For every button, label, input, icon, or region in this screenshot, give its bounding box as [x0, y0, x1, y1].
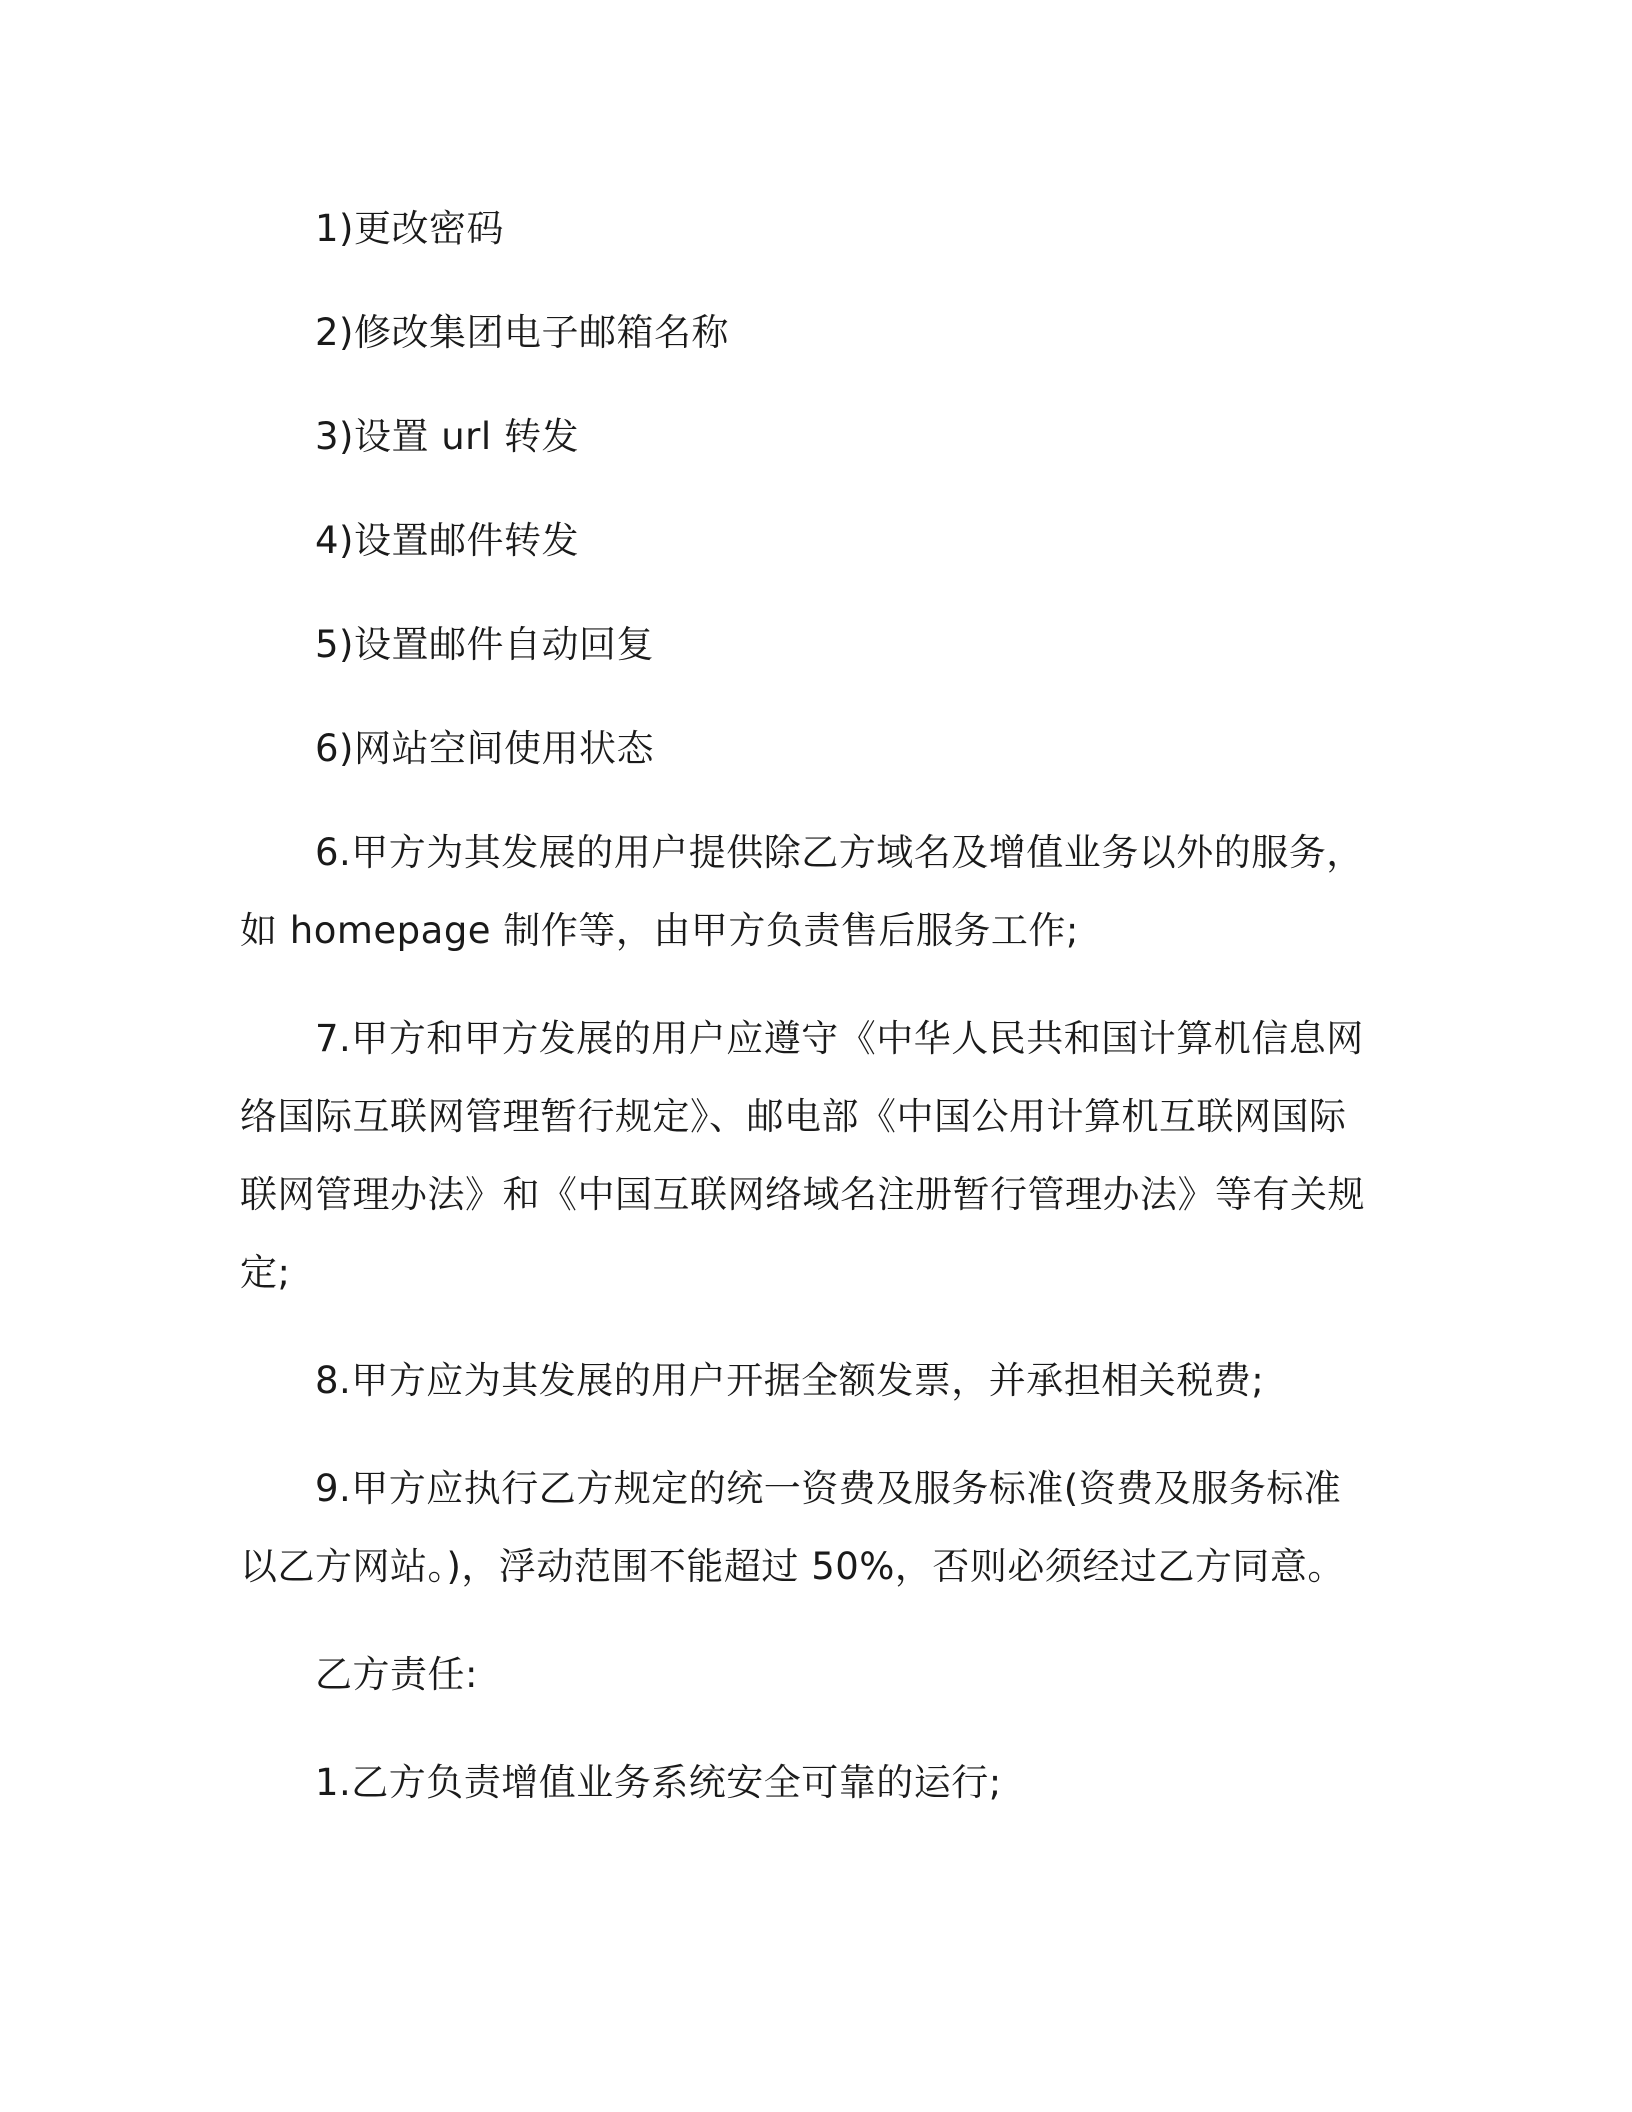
paragraph: 1.乙方负责增值业务系统安全可靠的运行; — [315, 1761, 1002, 1804]
paragraph: 9.甲方应执行乙方规定的统一资费及服务标准(资费及服务标准以乙方网站。)，浮动范围不能超过 50%，否则必须经过乙方同意。 — [240, 1467, 1345, 1588]
paragraph: 7.甲方和甲方发展的用户应遵守《中华人民共和国计算机信息网络国际互联网管理暂行规定》、邮电部《中国公用计算机互联网国际联网管理办法》和《中国互联网络域名注册暂行管理办法》等有关规定; — [240, 1017, 1365, 1294]
list-item: 5)设置邮件自动回复 — [315, 623, 654, 666]
paragraph: 8.甲方应为其发展的用户开据全额发票，并承担相关税费; — [315, 1359, 1265, 1402]
paragraph: 6.甲方为其发展的用户提供除乙方域名及增值业务以外的服务，如 homepage 制作等，由甲方负责售后服务工作; — [240, 831, 1364, 952]
list-item: 3)设置 url 转发 — [315, 415, 579, 458]
list-item: 2)修改集团电子邮箱名称 — [315, 311, 729, 354]
list-item: 1)更改密码 — [315, 207, 504, 250]
document-body — [240, 190, 1370, 1852]
section-heading: 乙方责任: — [315, 1653, 478, 1696]
list-item: 4)设置邮件转发 — [315, 519, 579, 562]
list-item: 6)网站空间使用状态 — [315, 727, 654, 770]
